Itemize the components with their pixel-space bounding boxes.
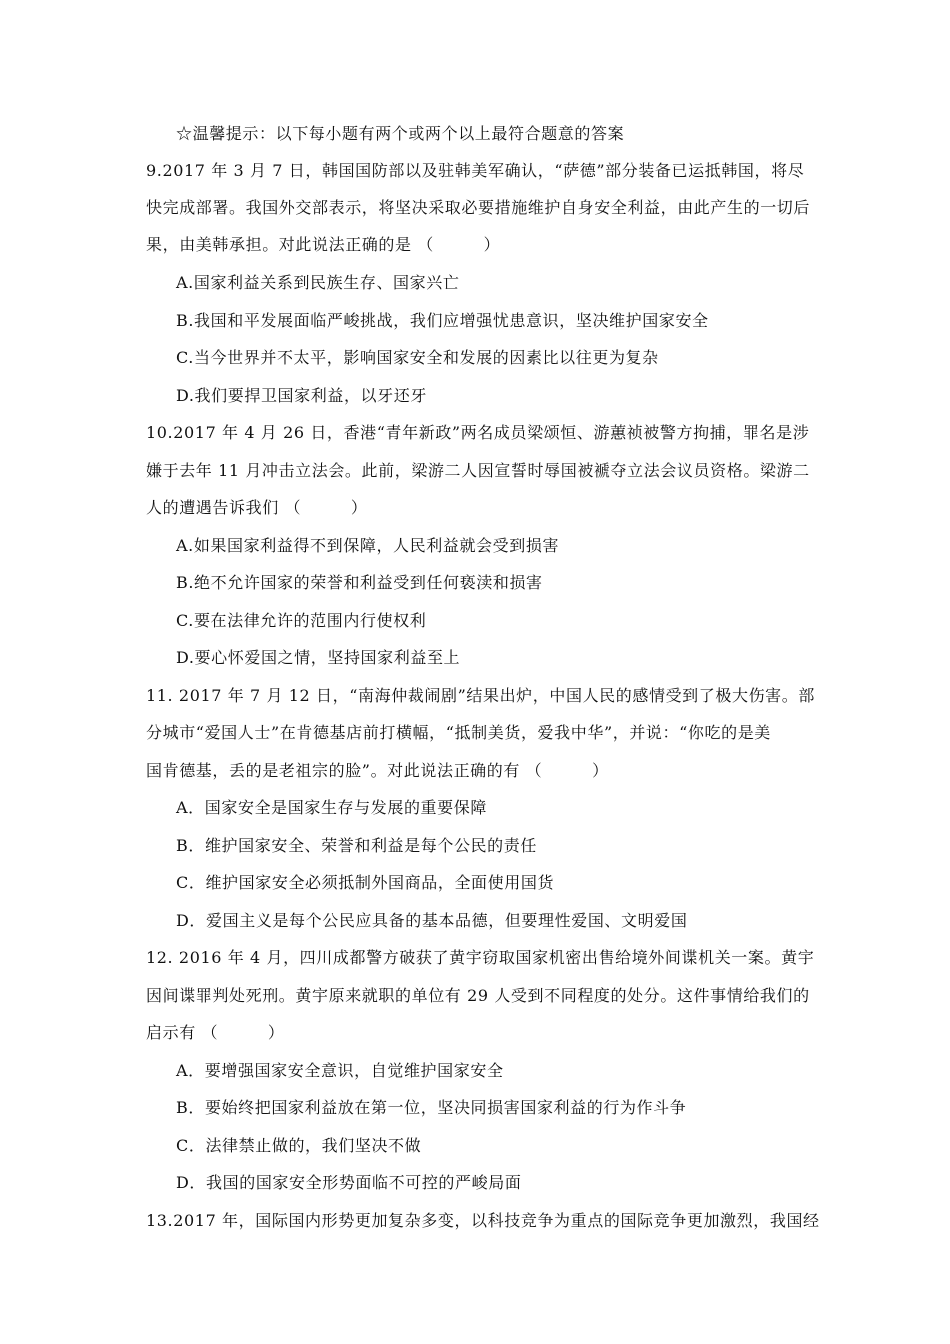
q12-stem-line-3: 启示有 （ ） (146, 1023, 285, 1042)
q12-stem-line-2: 因间谍罪判处死刑。黄宇原来就职的单位有 29 人受到不同程度的处分。这件事情给我们的 (146, 986, 810, 1005)
q9-stem-line-2: 快完成部署。我国外交部表示，将坚决采取必要措施维护自身安全利益，由此产生的一切后 (146, 198, 811, 217)
q10-stem-line-3: 人的遭遇告诉我们 （ ） (146, 498, 368, 517)
q12-option-a: A．要增强国家安全意识，自觉维护国家安全 (176, 1061, 504, 1080)
q11-stem-line-3: 国肯德基，丢的是老祖宗的脸”。对此说法正确的有 （ ） (146, 761, 609, 780)
q11-option-c: C．维护国家安全必须抵制外国商品，全面使用国货 (176, 873, 555, 892)
q12-option-b: B．要始终把国家利益放在第一位，坚决同损害国家利益的行为作斗争 (176, 1098, 687, 1117)
q12-stem-line-1: 12. 2016 年 4 月，四川成都警方破获了黄宇窃取国家机密出售给境外间谍机关一案。黄宇 (146, 948, 815, 967)
q11-option-d: D．爱国主义是每个公民应具备的基本品德，但要理性爱国、文明爱国 (176, 911, 688, 930)
q13-stem-line-1: 13.2017 年，国际国内形势更加复杂多变，以科技竞争为重点的国际竞争更加激烈，我国经 (146, 1211, 820, 1230)
q11-stem-line-1: 11. 2017 年 7 月 12 日，“南海仲裁闹剧”结果出炉，中国人民的感情受到了极大伤害。部 (146, 686, 815, 705)
q10-stem-line-1: 10.2017 年 4 月 26 日，香港“青年新政”两名成员梁颂恒、游蕙祯被警方拘捕，罪名是涉 (146, 423, 810, 442)
q10-stem-line-2: 嫌于去年 11 月冲击立法会。此前，梁游二人因宣誓时辱国被褫夺立法会议员资格。梁游二 (146, 461, 810, 480)
q12-option-d: D．我国的国家安全形势面临不可控的严峻局面 (176, 1173, 522, 1192)
q11-option-b: B．维护国家安全、荣誉和利益是每个公民的责任 (176, 836, 537, 855)
q10-option-b: B.绝不允许国家的荣誉和利益受到任何亵渎和损害 (176, 573, 543, 592)
q10-option-a: A.如果国家利益得不到保障，人民利益就会受到损害 (176, 536, 560, 555)
q9-stem-line-3: 果，由美韩承担。对此说法正确的是 （ ） (146, 235, 501, 254)
q11-stem-line-2: 分城市“爱国人士”在肯德基店前打横幅，“抵制美货，爱我中华”，并说：“你吃的是美 (146, 723, 771, 742)
q11-option-a: A．国家安全是国家生存与发展的重要保障 (176, 798, 487, 817)
q12-option-c: C．法律禁止做的，我们坚决不做 (176, 1136, 422, 1155)
q9-option-a: A.国家利益关系到民族生存、国家兴亡 (176, 273, 460, 292)
q10-option-d: D.要心怀爱国之情，坚持国家利益至上 (176, 648, 461, 667)
tip-text: ☆温馨提示：以下每小题有两个或两个以上最符合题意的答案 (176, 124, 625, 143)
q9-option-d: D.我们要捍卫国家利益，以牙还牙 (176, 386, 427, 405)
q9-stem-line-1: 9.2017 年 3 月 7 日，韩国国防部以及驻韩美军确认，“萨德”部分装备已运抵韩国，将尽 (146, 161, 805, 180)
q9-option-b: B.我国和平发展面临严峻挑战，我们应增强忧患意识，坚决维护国家安全 (176, 311, 709, 330)
q9-option-c: C.当今世界并不太平，影响国家安全和发展的因素比以往更为复杂 (176, 348, 659, 367)
q10-option-c: C.要在法律允许的范围内行使权利 (176, 611, 427, 630)
